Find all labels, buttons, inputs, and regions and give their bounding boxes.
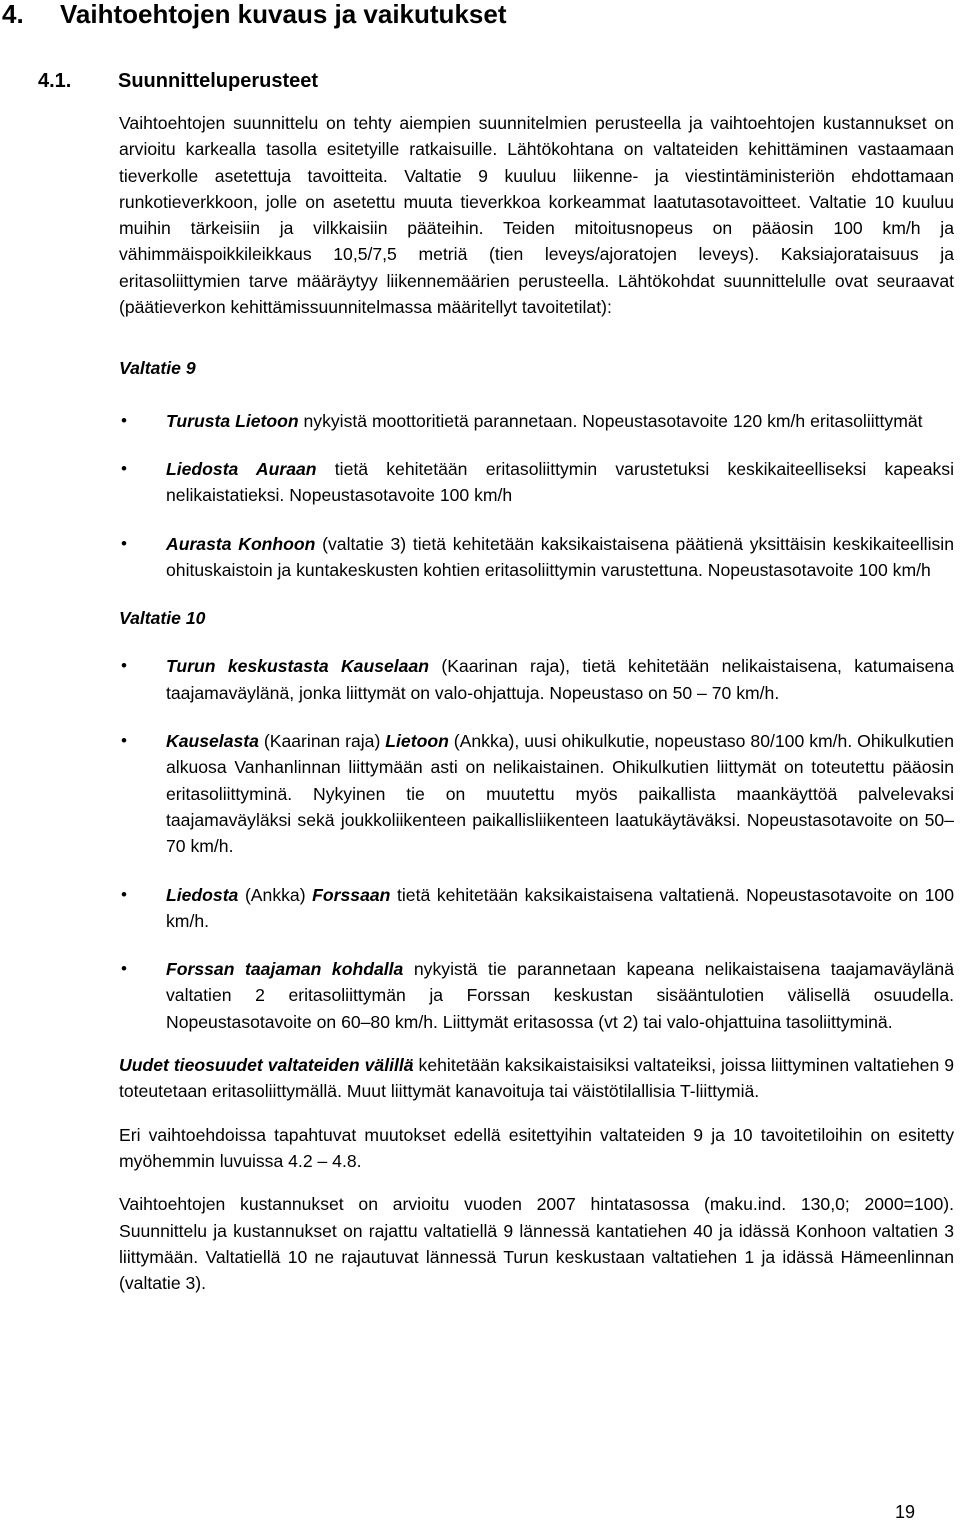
new-links-paragraph (119, 1052, 954, 1105)
list-item (119, 408, 954, 434)
list-text: (Ankka) (238, 884, 313, 905)
section-number: 4.1. (38, 70, 72, 92)
valtatie-10-heading: Valtatie 10 (119, 608, 206, 629)
list-text: (Ankka), uusi ohikulkutie, nopeustaso 80/100 km/h. Ohikulkutien alkuosa Vanhanlinnan liittymään asti on nelikaistainen. Ohikulkutien liittymät on toteutettu pääosin eritasoliittyminä. Nykyinen tie on muutettu myös paikallista maankäyttöä palvelevaksi taajamaväyläksi sekä joukkoliikenteen paikallisliikenteen laatukäytäväksi. Nopeustasotavoite on 50–70 km/h. (166, 731, 954, 857)
valtatie-9-heading: Valtatie 9 (119, 358, 196, 379)
list-item (119, 456, 954, 509)
bullet-icon: • (121, 533, 127, 553)
list-keyword: Liedosta Auraan (166, 458, 317, 479)
list-text: nykyistä tie parannetaan kapeana nelikaistaisena taajamaväylänä valtatien 2 eritasoliittymän ja Forssan keskustan sisääntulotien välisellä osuudella. Nopeustasotavoite on 60–80 km/h. Liittymät eritasossa (vt 2) tai valo-ohjattuina tasoliittyminä. (166, 959, 954, 1032)
list-text: (Kaarinan raja) (258, 731, 386, 752)
chapter-title: Vaihtoehtojen kuvaus ja vaikutukset (60, 0, 507, 29)
list-keyword: Liedosta (166, 884, 239, 905)
list-text: tietä kehitetään eritasoliittymin varustetuksi keskikaiteelliseksi kapeaksi nelikaistatieksi. Nopeustasotavoite 100 km/h (166, 458, 954, 506)
list-item (119, 728, 954, 859)
list-keyword: Forssan taajaman kohdalla (166, 959, 404, 980)
valtatie-9-list (119, 408, 954, 583)
page-number: 19 (895, 1502, 916, 1522)
list-text: tietä kehitetään kaksikaistaisena valtatienä. Nopeustasotavoite on 100 km/h. (166, 884, 954, 931)
list-item (119, 882, 954, 935)
list-text: (Kaarinan raja), tietä kehitetään nelikaistaisena, katumaisena taajamaväylänä, jonka liittymät on valo-ohjattuja. Nopeustaso on 50 – 70 km/h. (166, 656, 954, 703)
bullet-icon: • (121, 458, 127, 478)
list-text: (valtatie 3) tietä kehitetään kaksikaistaisena päätienä yksittäisin keskikaiteellisin ohituskaistoin ja kuntakeskusten kohtien eritasoliittymin varustettuna. Nopeustasotavoite 100 km/h (166, 533, 954, 580)
costs-paragraph: Vaihtoehtojen kustannukset on arvioitu vuoden 2007 hintatasossa (maku.ind. 130,0; 2000=100). Suunnittelu ja kustannukset on rajattu valtatiellä 9 lännessä kantatiehen 40 ja idässä Konhoon valtatien 3 liittymään. Valtatiellä 10 ne rajautuvat lännessä Turun keskustaan valtatiehen 1 ja idässä Hämeenlinnan (valtatie 3). (119, 1194, 954, 1294)
body-text (119, 110, 954, 1296)
list-keyword: Turun keskustasta Kauselaan (166, 656, 429, 677)
section-heading (38, 66, 318, 96)
new-links-text: kehitetään kaksikaistaisiksi valtateiksi, joissa liittyminen valtatiehen 9 toteutetaan eritasoliittymällä. Muut liittymät kanavoituja tai väistötilallisia T-liittymiä. (119, 1055, 954, 1102)
bullet-icon: • (121, 959, 127, 979)
bullet-icon: • (121, 410, 127, 430)
list-keyword: Lietoon (385, 731, 449, 752)
section-title: Suunnitteluperusteet (118, 70, 319, 92)
bullet-icon: • (121, 731, 127, 751)
list-item (119, 653, 954, 706)
bullet-icon: • (121, 884, 127, 904)
intro-paragraph: Vaihtoehtojen suunnittelu on tehty aiempien suunnitelmien perusteella ja vaihtoehtojen kustannukset on arvioitu karkealla tasolla esitetyille ratkaisuille. Lähtökohtana on valtateiden kehittäminen vastaamaan tieverkolle asetettuja tavoitteita. Valtatie 9 kuuluu liikenne- ja viestintäministeriön ehdottamaan runkotieverkkoon, jolle on asetettu muuta tieverkkoa korkeammat laatutasotavoitteet. Valtatie 10 kuuluu muihin tärkeisiin ja vilkkaisiin pääteihin. Teiden mitoitusnopeus on pääosin 100 km/h ja vähimmäispoikkileikkaus 10,5/7,5 metriä (tien leveys/ajoratojen leveys). Kaksiajorataisuus ja eritasoliittymien tarve määräytyy liikennemäärien perusteella. Lähtökohdat suunnittelulle ovat seuraavat (päätieverkon kehittämissuunnitelmassa määritellyt tavoitetilat): (119, 113, 954, 318)
chapter-heading (2, 0, 506, 32)
list-keyword: Forssaan (312, 884, 391, 905)
new-links-keyword: Uudet tieosuudet valtateiden välillä (119, 1055, 414, 1076)
list-keyword: Aurasta Konhoon (166, 533, 316, 554)
list-item (119, 531, 954, 584)
changes-paragraph: Eri vaihtoehdoissa tapahtuvat muutokset edellä esitettyihin valtateiden 9 ja 10 tavoitetiloihin on esitetty myöhemmin luvuissa 4.2 – 4.8. (119, 1124, 954, 1171)
list-keyword: Turusta Lietoon (166, 410, 299, 431)
bullet-icon: • (121, 656, 127, 676)
chapter-number: 4. (2, 0, 24, 29)
list-text: nykyistä moottoritietä parannetaan. Nopeustasotavoite 120 km/h eritasoliittymät (298, 410, 923, 431)
valtatie-10-list (119, 653, 954, 1035)
list-item (119, 956, 954, 1035)
list-keyword: Kauselasta (166, 731, 259, 752)
